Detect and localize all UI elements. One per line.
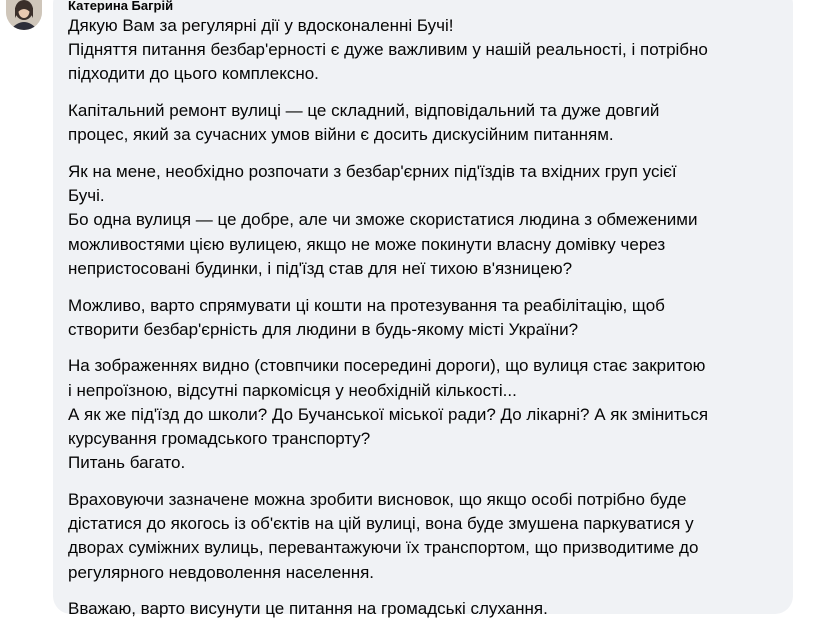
user-avatar-photo-icon <box>6 0 42 30</box>
comment-body <box>68 14 788 619</box>
comment-paragraph <box>68 294 788 342</box>
comment-text-line: Капітальний ремонт вулиці — це складний, відповідальний та дуже довгий <box>68 101 660 121</box>
comment-paragraph <box>68 14 788 87</box>
comment-paragraph <box>68 160 788 281</box>
comment-paragraph <box>68 488 788 585</box>
comment-author-name[interactable]: Катерина Багрій <box>68 0 174 13</box>
comment-paragraph <box>68 597 788 619</box>
avatar[interactable] <box>6 0 42 30</box>
comment-text-line: створити безбар'єрність для людини в будь-якому місті України? <box>68 319 579 339</box>
comment-text-line: Бо одна вулиця — це добре, але чи зможе скористатися людина з обмеженими <box>68 210 698 230</box>
comment-text-line: можливостями цією вулицею, якщо не може покинути власну домівку через <box>68 234 666 254</box>
comment-text-line: підходити до цього комплексно. <box>68 64 319 84</box>
comment-text-line: Підняття питання безбар'ерності є дуже важливим у нашій реальності, і потрібно <box>68 40 708 60</box>
comment-text-line: дворах суміжних вулиць, перевантажуючи їх транспортом, що призводитиме до <box>68 538 699 558</box>
comment-text-line: Дякую Вам за регулярні дії у вдосконаленні Бучі! <box>68 16 454 35</box>
comment-text-line: дістатися до якогось із об'єктів на цій вулиці, вона буде змушена паркуватися у <box>68 514 694 534</box>
comment-text-line: Питань багато. <box>68 453 186 473</box>
comment-text-line: регулярного невдоволення населення. <box>68 562 375 582</box>
comment-text-line: На зображеннях видно (стовпчики посередині дороги), що вулиця стає закритою <box>68 356 706 376</box>
comment-text-line: непристосовані будинки, і під'їзд став для неї тихою в'язницею? <box>68 258 573 278</box>
comment-text-line: Як на мене, необхідно розпочати з безбар'єрних під'їздів та вхідних груп усієї <box>68 162 677 182</box>
comment-paragraph <box>68 354 788 475</box>
comment-text-line: курсування громадського транспорту? <box>68 429 371 449</box>
comment-text-line: А як же під'їзд до школи? До Бучанської міської ради? До лікарні? А як зміниться <box>68 404 709 424</box>
comment-text-line: Бучі. <box>68 186 105 206</box>
comment-text-line: Вважаю, варто висунути це питання на громадські слухання. <box>68 599 548 619</box>
comment-text-line: Можливо, варто спрямувати ці кошти на протезування та реабілітацію, щоб <box>68 295 665 315</box>
comment-text-line: процес, який за сучасних умов війни є досить дискусійним питанням. <box>68 125 614 145</box>
comment-text-line: і непроїзною, відсутні паркомісця у необхідній кількості... <box>68 380 517 400</box>
comment-text-line: Враховуючи зазначене можна зробити висновок, що якщо особі потрібно буде <box>68 489 687 509</box>
comment-paragraph <box>68 99 788 147</box>
